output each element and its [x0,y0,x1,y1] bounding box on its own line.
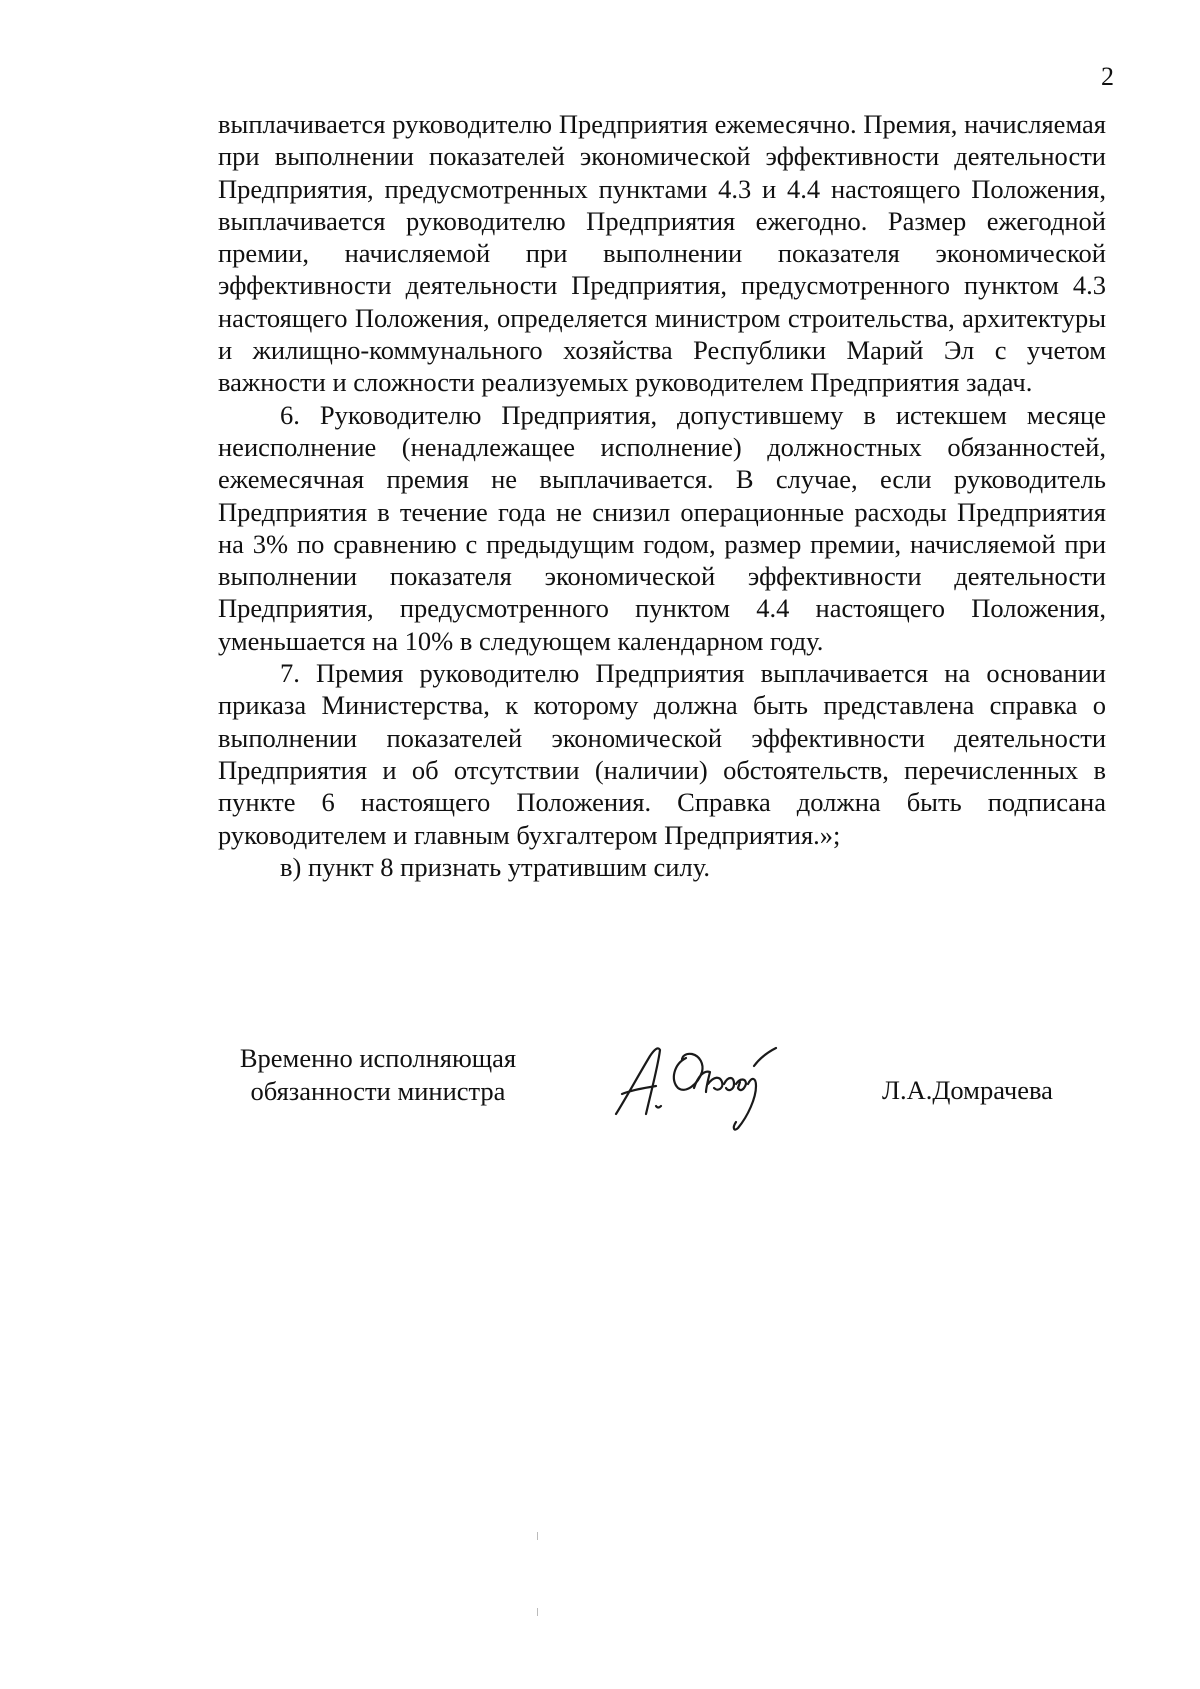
scan-artifact-mark [537,1608,538,1616]
signatory-title-line-1: Временно исполняющая [239,1043,517,1073]
page-number: 2 [1101,62,1114,91]
document-body [218,108,1106,883]
paragraph-item-6: 6. Руководителю Предприятия, допустившему в истекшем месяце неисполнение (ненадлежащее исполнение) должностных обязанностей, ежемесячная премия не выплачивается. В случае, если руководитель Предприятия в течение года не снизил операционные расходы Предприятия на 3% по сравнению с предыдущим годом, размер премии, начисляемой при выполнении показателя экономической эффективности деятельности Предприятия, предусмотренного пунктом 4.4 настоящего Положения, уменьшается на 10% в следующем календарном году. [218,399,1106,656]
signatory-title [218,1042,538,1108]
handwritten-signature [608,1036,783,1136]
signatory-name: Л.А.Домрачева [882,1075,1053,1105]
paragraph-item-7: 7. Премия руководителю Предприятия выплачивается на основании приказа Министерства, к которому должна быть представлена справка о выполнении показателей экономической эффективности деятельности Предприятия и об отсутствии (наличии) обстоятельств, перечисленных в пункте 6 настоящего Положения. Справка должна быть подписана руководителем и главным бухгалтером Предприятия.»; [218,658,1106,850]
scan-artifact-mark [537,1532,538,1540]
signatory-title-line-2: обязанности министра [250,1076,506,1106]
paragraph-subitem-v: в) пункт 8 признать утратившим силу. [280,851,710,882]
paragraph-continuation: выплачивается руководителю Предприятия ежемесячно. Премия, начисляемая при выполнении показателей экономической эффективности деятельности Предприятия, предусмотренных пунктами 4.3 и 4.4 настоящего Положения, выплачивается руководителю Предприятия ежегодно. Размер ежегодной премии, начисляемой при выполнении показателя экономической эффективности деятельности Предприятия, предусмотренного пунктом 4.3 настоящего Положения, определяется министром строительства, архитектуры и жилищно-коммунального хозяйства Республики Марий Эл с учетом важности и сложности реализуемых руководителем Предприятия задач. [218,109,1106,398]
